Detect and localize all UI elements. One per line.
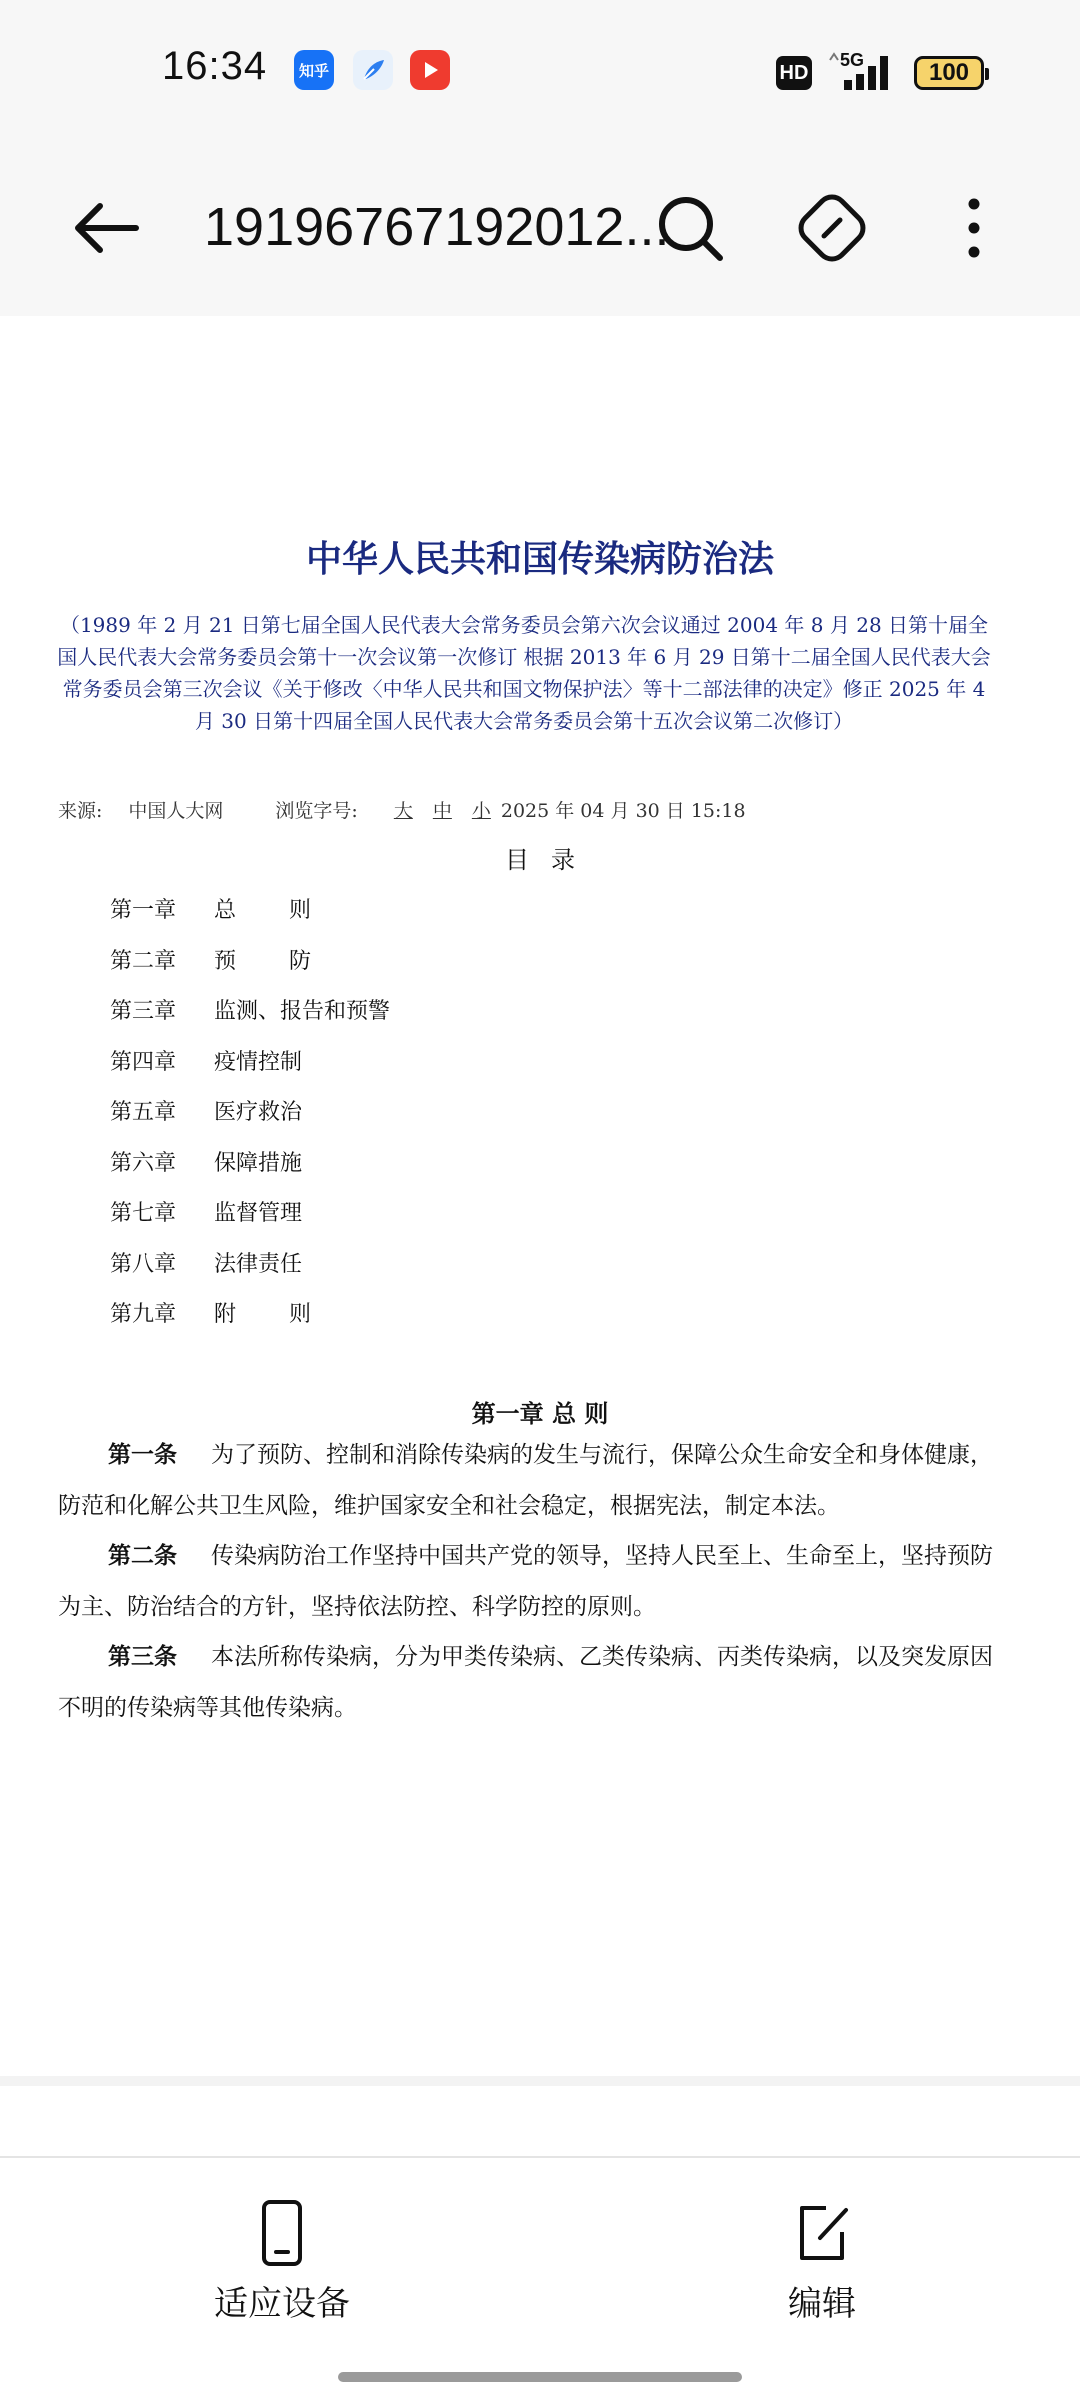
edit-label: 编辑 — [788, 2284, 856, 2324]
document-meta — [58, 796, 1018, 823]
law-subtitle: （1989 年 2 月 21 日第七届全国人民代表大会常务委员会第六次会议通过 2004 年 8 月 28 日第十届全国人民代表大会常务委员会第十一次会议第一次修订 根据 2013 年 6 月 29 日第十二届全国人民代表大会常务委员会第三次会议《关于修改〈中华人民共和国文物保护法〉等十二部法律的决定》修正 2025 年 4 月 30 日第十四届全国人民代表大会常务委员会第十五次会议第二次修订） — [57, 613, 991, 733]
toc-item: 第七章 监督管理 — [110, 1201, 303, 1226]
toc-item: 第四章 疫情控制 — [110, 1049, 303, 1075]
signal-5g-icon — [826, 48, 898, 92]
home-indicator[interactable] — [338, 2372, 742, 2382]
toc-item: 第一章 总 则 — [110, 898, 311, 923]
chapter-heading: 第一章 总 则 — [471, 1400, 609, 1428]
toc-item: 第二章 预 防 — [110, 948, 311, 974]
article: 第二条 传染病防治工作坚持中国共产党的领导，坚持人民至上、生命至上，坚持预防为主、防治结合的方针，坚持依法防控、科学防控的原则。 — [58, 1543, 993, 1620]
document-title: 19196767192012... — [204, 197, 670, 257]
status-bar — [0, 0, 1080, 140]
more-vertical-icon[interactable] — [938, 192, 1010, 264]
font-size-medium[interactable]: 中 — [432, 800, 452, 822]
article: 第一条 为了预防、控制和消除传染病的发生与流行，保障公众生命安全和身体健康，防范和化解公共卫生风险，维护国家安全和社会稳定，根据宪法，制定本法。 — [58, 1442, 993, 1519]
page-divider — [0, 2076, 1080, 2086]
fit-device-label: 适应设备 — [214, 2284, 350, 2324]
video-play-icon — [410, 50, 450, 90]
toc-heading: 目录 — [505, 846, 597, 874]
font-size-label: 浏览字号: — [275, 800, 358, 822]
toc-item: 第五章 医疗救治 — [110, 1100, 303, 1125]
search-icon[interactable] — [654, 192, 726, 264]
article: 第三条 本法所称传染病，分为甲类传染病、乙类传染病、丙类传染病，以及突发原因不明的传染病等其他传染病。 — [58, 1644, 993, 1721]
bottom-action-bar — [0, 2156, 1080, 2400]
source-label: 来源: — [58, 800, 103, 822]
feather-icon — [353, 50, 393, 90]
font-size-large[interactable]: 大 — [393, 800, 413, 822]
app-bar — [0, 140, 1080, 316]
font-size-small[interactable]: 小 — [471, 800, 491, 822]
edit-icon — [792, 2198, 852, 2268]
fit-device-button[interactable] — [162, 2198, 402, 2328]
toc-item: 第九章 附 则 — [110, 1302, 311, 1327]
toc-item: 第三章 监测、报告和预警 — [110, 999, 391, 1024]
svg-text:5G: 5G — [840, 50, 865, 70]
back-arrow-icon[interactable] — [70, 198, 142, 258]
edit-button[interactable] — [702, 2198, 942, 2328]
hd-badge: HD — [776, 56, 812, 90]
document-page[interactable] — [0, 316, 1080, 2076]
toc-item: 第六章 保障措施 — [110, 1150, 303, 1176]
share-icon[interactable] — [796, 192, 868, 264]
publish-date: 2025 年 04 月 30 日 15:18 — [500, 800, 746, 822]
battery-icon: 100 — [914, 56, 984, 90]
phone-icon — [252, 2198, 312, 2268]
source-value: 中国人大网 — [128, 800, 224, 822]
toc-item: 第八章 法律责任 — [110, 1251, 303, 1277]
law-title: 中华人民共和国传染病防治法 — [305, 538, 774, 580]
articles — [58, 1430, 1000, 1733]
zhihu-icon: 知乎 — [294, 50, 334, 90]
table-of-contents — [110, 886, 810, 1341]
status-time: 16:34 — [162, 44, 268, 88]
